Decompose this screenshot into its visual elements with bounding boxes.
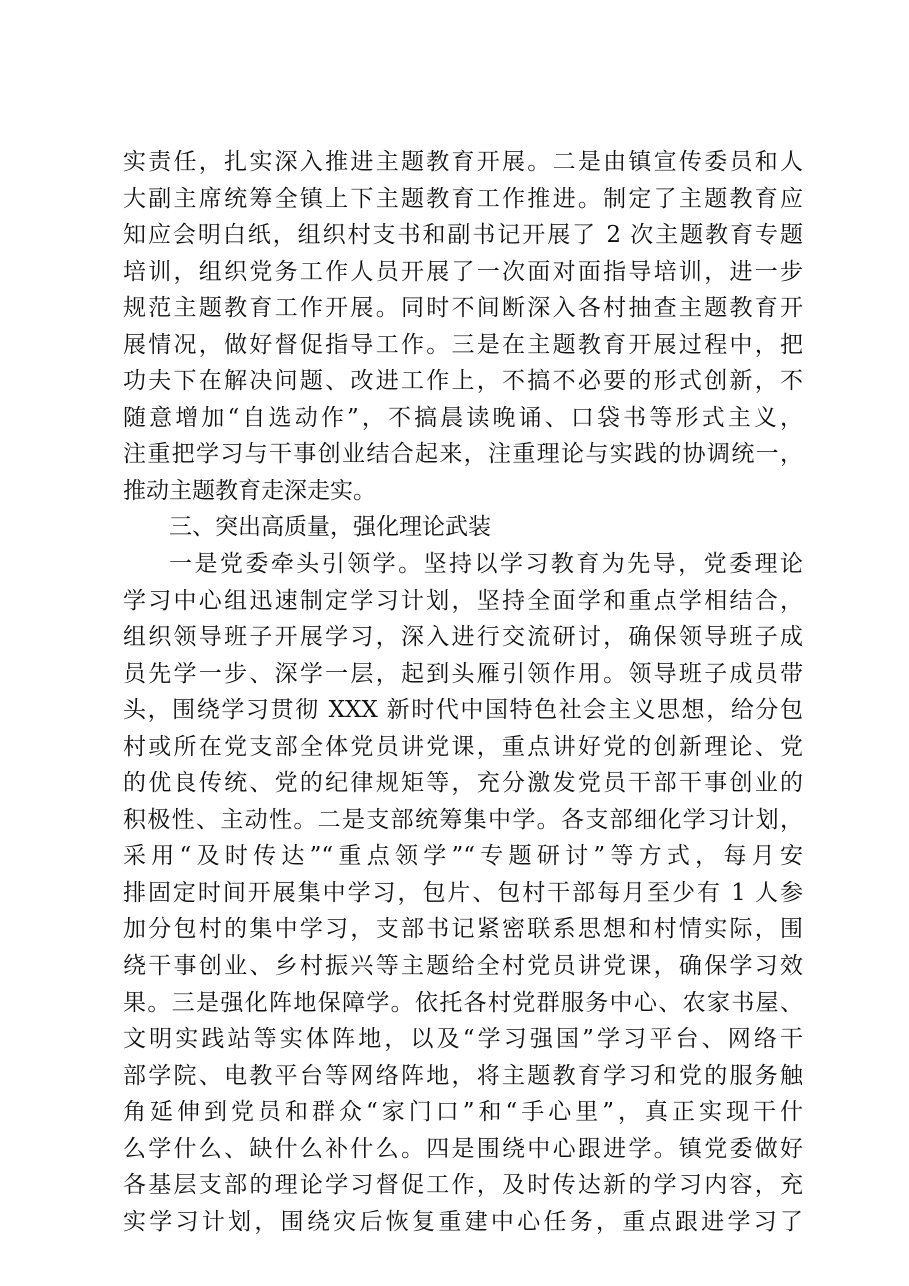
text-line: 角延伸到党员和群众“家门口”和“手心里”，真正实现干什 xyxy=(123,1099,803,1126)
text-line: 规范主题教育工作开展。同时不间断深入各村抽查主题教育开 xyxy=(123,295,803,322)
text-line: 员先学一步、深学一层，起到头雁引领作用。领导班子成员带 xyxy=(123,660,803,687)
text-line: 采用“及时传达”“重点领学”“专题研讨”等方式，每月安 xyxy=(123,843,803,870)
text-line: 实责任，扎实深入推进主题教育开展。二是由镇宣传委员和人 xyxy=(123,149,803,175)
text-line: 推动主题教育走深走实。 xyxy=(123,477,376,504)
document-body xyxy=(123,144,803,1240)
text-line: 么学什么、缺什么补什么。四是围绕中心跟进学。镇党委做好 xyxy=(123,1135,803,1162)
text-line: 实学习计划，围绕灾后恢复重建中心任务，重点跟进学习了 xyxy=(123,1208,803,1235)
text-line: 加分包村的集中学习，支部书记紧密联系思想和村情实际，围 xyxy=(123,916,803,943)
text-line: 大副主席统筹全镇上下主题教育工作推进。制定了主题教育应 xyxy=(123,185,803,212)
text-line: 一是党委牵头引领学。坚持以学习教育为先导，党委理论 xyxy=(169,551,803,578)
text-line: 排固定时间开展集中学习，包片、包村干部每月至少有 1 人参 xyxy=(123,879,803,906)
text-line: 果。三是强化阵地保障学。依托各村党群服务中心、农家书屋、 xyxy=(123,989,803,1016)
text-line: 村或所在党支部全体党员讲党课，重点讲好党的创新理论、党 xyxy=(123,733,803,760)
text-line: 头，围绕学习贯彻 XXX 新时代中国特色社会主义思想，给分包 xyxy=(123,697,803,724)
text-line: 功夫下在解决问题、改进工作上，不搞不必要的形式创新，不 xyxy=(123,368,803,395)
text-line: 随意增加“自选动作”，不搞晨读晚诵、口袋书等形式主义， xyxy=(123,404,803,431)
text-line: 学习中心组迅速制定学习计划，坚持全面学和重点学相结合， xyxy=(123,587,803,614)
text-line: 知应会明白纸，组织村支书和副书记开展了 2 次主题教育专题 xyxy=(123,222,803,249)
text-line: 注重把学习与干事创业结合起来，注重理论与实践的协调统一， xyxy=(123,441,803,468)
text-line: 绕干事创业、乡村振兴等主题给全村党员讲党课，确保学习效 xyxy=(123,953,803,980)
text-line: 的优良传统、党的纪律规矩等，充分激发党员干部干事创业的 xyxy=(123,770,803,797)
text-line: 积极性、主动性。二是支部统筹集中学。各支部细化学习计划， xyxy=(123,806,803,833)
section-heading: 三、突出高质量，强化理论武装 xyxy=(169,514,491,541)
text-line: 部学院、电教平台等网络阵地，将主题教育学习和党的服务触 xyxy=(123,1062,803,1089)
paragraph-1 xyxy=(123,144,803,509)
text-line: 各基层支部的理论学习督促工作，及时传达新的学习内容，充 xyxy=(123,1172,803,1199)
section-heading-block xyxy=(123,509,803,546)
text-line: 展情况，做好督促指导工作。三是在主题教育开展过程中，把 xyxy=(123,331,803,358)
text-line: 文明实践站等实体阵地，以及“学习强国”学习平台、网络干 xyxy=(123,1026,803,1053)
text-line: 培训，组织党务工作人员开展了一次面对面指导培训，进一步 xyxy=(123,258,803,285)
paragraph-2 xyxy=(123,546,803,1240)
text-line: 组织领导班子开展学习，深入进行交流研讨，确保领导班子成 xyxy=(123,624,803,651)
